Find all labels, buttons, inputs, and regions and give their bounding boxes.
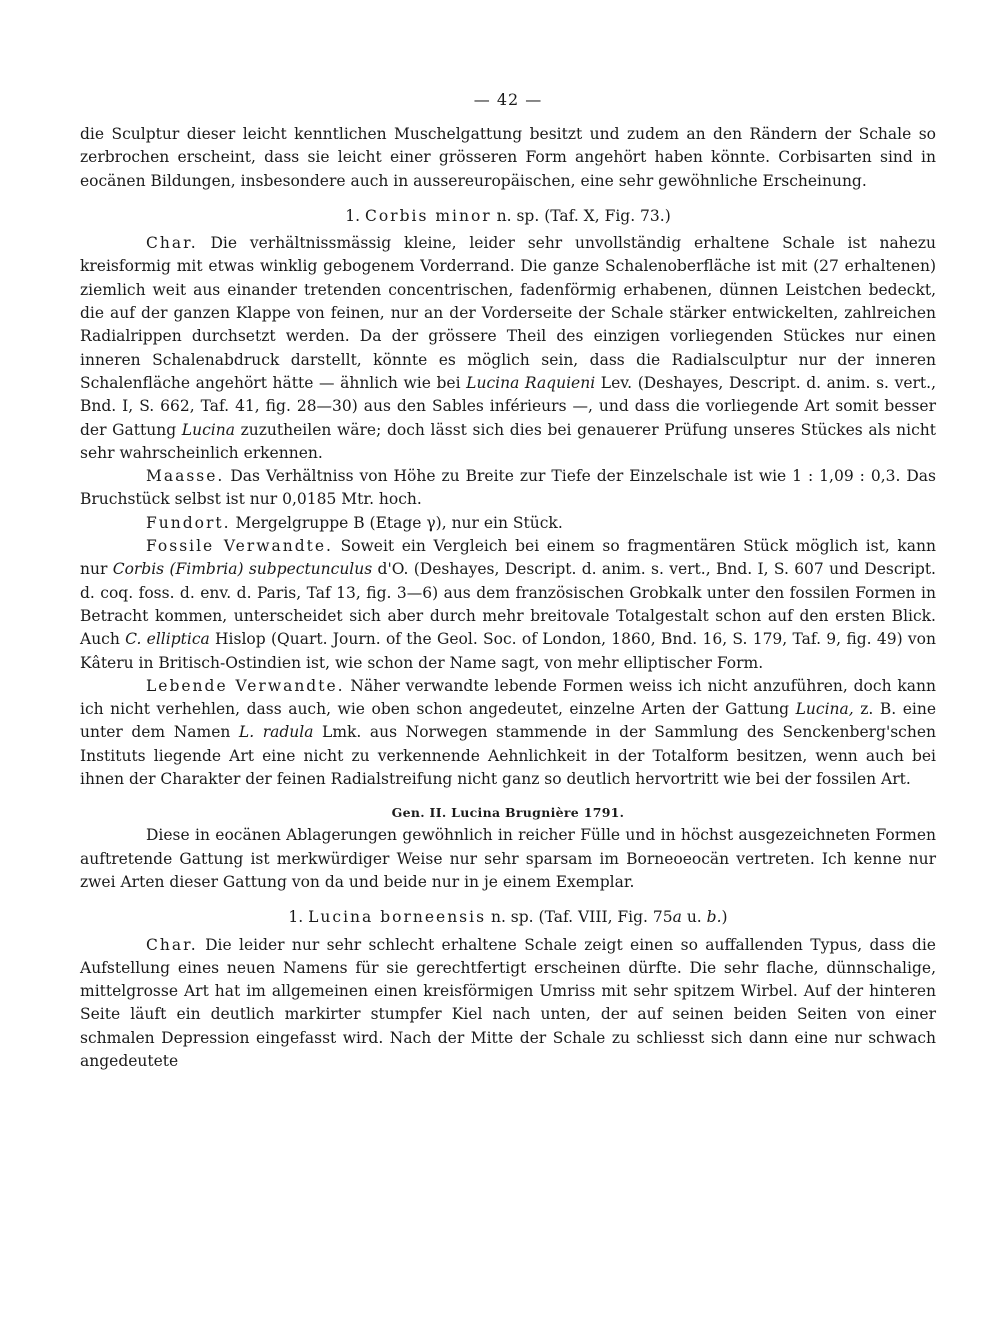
species-heading-corbis-minor [80, 205, 936, 228]
text-run: Mergelgruppe B (Etage γ), nur ein Stück. [230, 513, 563, 532]
genus-heading: Gen. II. Lucina Brugnière 1791. [391, 805, 625, 821]
species-name: Corbis minor [364, 206, 492, 225]
text-run: Soweit ein Vergleich bei einem so fragmentären Stück möglich ist, kann nur [80, 537, 937, 579]
text-run: Näher verwandte lebende Formen weiss ich nicht anzuführen, doch kann ich nicht verhehlen, dass auch, wie oben schon angedeutet, einzelne Arten der Gattung [80, 676, 936, 719]
taxon-name: Lucina, [795, 700, 854, 719]
figure-letter: a [672, 908, 682, 927]
species-name: Lucina borneensis [308, 908, 487, 927]
heading-rest: ) [721, 908, 728, 927]
species-heading-lucina-borneensis [80, 906, 936, 929]
paragraph-fossile-verwandte [80, 535, 936, 675]
text-run: Lev. (Deshayes, Descript. d. anim. s. vert., Bnd. I, S. 662, Taf. 41, fig. 28—30) aus den Sables inférieurs —, und dass die vorliegende Art somit besser der Gattung [80, 373, 937, 439]
page [80, 90, 936, 1073]
text-run: zuzutheilen wäre; doch lässt sich dies bei genauerer Prüfung unseres Stückes als nicht sehr wahrscheinlich erkennen. [80, 420, 937, 462]
text-run: Die verhältnissmässig kleine, leider sehr unvollständig erhaltene Schale ist nahezu kreisformig mit etwas winklig gebogenem Vorderrand. Die ganze Schalenoberfläche ist mit (27 erhaltenen) ziemlich weit aus einander tretenden concentrischen, fadenförmig erhabenen, dünnen Leistchen bedeckt, die auf der ganzen Klappe von feinen, nur an der Vorderseite der Schale stärker entwickelten, zahlreichen Radialrippen durchsetzt werden. Da der grössere Theil des einzigen vorliegenden Stückes nur einen inneren Schalenabdruck darstellt, könnte es möglich sein, dass die Radialsculptur nur der inneren Schalenfläche angehört hätte — ähnlich wie bei [80, 234, 936, 392]
taxon-name: Lucina [181, 420, 235, 439]
taxon-name: Lucina Raquieni [466, 373, 596, 392]
text-run: Diese in eocänen Ablagerungen gewöhnlich in reicher Fülle und in höchst ausgezeichneten Formen auftretende Gattung ist merkwürdiger Weise nur sehr sparsam im Borneoeocän vertreten. Ich kenne nur zwei Arten dieser Gattung von da und beide nur in je einem Exemplar. [80, 826, 936, 891]
paragraph-maasse [80, 465, 936, 512]
section-label: Fundort. [146, 513, 231, 532]
page-number: — 42 — [473, 90, 543, 109]
paragraph-genus-lucina [80, 824, 936, 894]
paragraph-intro-text: die Sculptur dieser leicht kenntlichen Muschelgattung besitzt und zudem an den Rändern der Schale so zerbrochen erscheint, dass sie leicht einer grösseren Form angehört haben könnte. Corbisarten sind in eocänen Bildungen, insbesondere auch in aussereuropäischen, eine sehr gewöhnliche Erscheinung. [80, 125, 936, 190]
text-run: Das Verhältniss von Höhe zu Breite zur Tiefe der Einzelschale ist wie 1 : 1,09 : 0,3. Das Bruchstück selbst ist nur 0,0185 Mtr. hoch. [80, 467, 936, 509]
paragraph-fundort [80, 512, 936, 535]
taxon-name: C. elliptica [125, 630, 210, 649]
section-label: Char. [146, 234, 198, 253]
section-label: Fossile Verwandte. [146, 537, 333, 556]
text-run: Die leider nur sehr schlecht erhaltene Schale zeigt einen so auffallenden Typus, dass die Aufstellung eines neuen Namens für sie gerechtfertigt erscheinen dürfte. Die sehr flache, dünnschalige, mittelgrosse Art hat im allgemeinen einen kreisförmigen Umriss mit sehr spitzem Wirbel. Auf der hinteren Seite läuft ein deutlich markirter stumpfer Kiel nach unten, der auf seinen beiden Seiten von einer schmalen Depression eingefasst wird. Nach der Mitte der Schale zu schliesst sich dann eine nur schwach angedeutete [80, 935, 936, 1070]
section-label: Lebende Verwandte. [146, 676, 345, 695]
paragraph-intro [80, 123, 936, 193]
heading-number: 1. [345, 206, 361, 225]
heading-rest: n. sp. (Taf. VIII, Fig. 75 [486, 908, 673, 927]
taxon-name: L. radula [238, 723, 314, 742]
text-run: Hislop (Quart. Journ. of the Geol. Soc. of London, 1860, Bnd. 16, S. 179, Taf. 9, fig. 49) von Kâteru in Britisch-Ostindien ist, wie schon der Name sagt, von mehr elliptischer Form. [80, 630, 936, 672]
text-run: Lmk. aus Norwegen stammende in der Sammlung des Senckenberg'schen Instituts liegende Art eine nicht zu verkennende Aehnlichkeit in der Totalform besitzen, wenn auch bei ihnen der Charakter der feinen Radialstreifung nicht ganz so deutlich hervortritt wie bei der fossilen Art. [80, 723, 936, 789]
text-run: d'O. (Deshayes, Descript. d. anim. s. vert., Bnd. I, S. 607 und Descript. d. coq. foss. d. env. d. Paris, Taf 13, fig. 3—6) aus dem französischen Grobkalk unter den fossilen Formen in Betracht kommen, unterscheidet sich aber durch mehr breitovale Totalgestalt schon auf den ersten Blick. Auch [80, 560, 936, 649]
paragraph-char-corbis [80, 232, 936, 465]
text-run: z. B. eine unter dem Namen [80, 700, 937, 742]
heading-rest: u. [681, 908, 707, 927]
paragraph-char-lucina [80, 934, 936, 1074]
heading-rest: n. sp. (Taf. X, Fig. 73.) [491, 206, 671, 225]
heading-number: 1. [288, 908, 304, 927]
section-label: Char. [146, 935, 198, 954]
section-label: Maasse. [146, 467, 225, 486]
taxon-name: Corbis (Fimbria) subpectunculus [112, 560, 373, 579]
figure-letter: b. [706, 908, 722, 927]
paragraph-lebende-verwandte [80, 675, 936, 791]
